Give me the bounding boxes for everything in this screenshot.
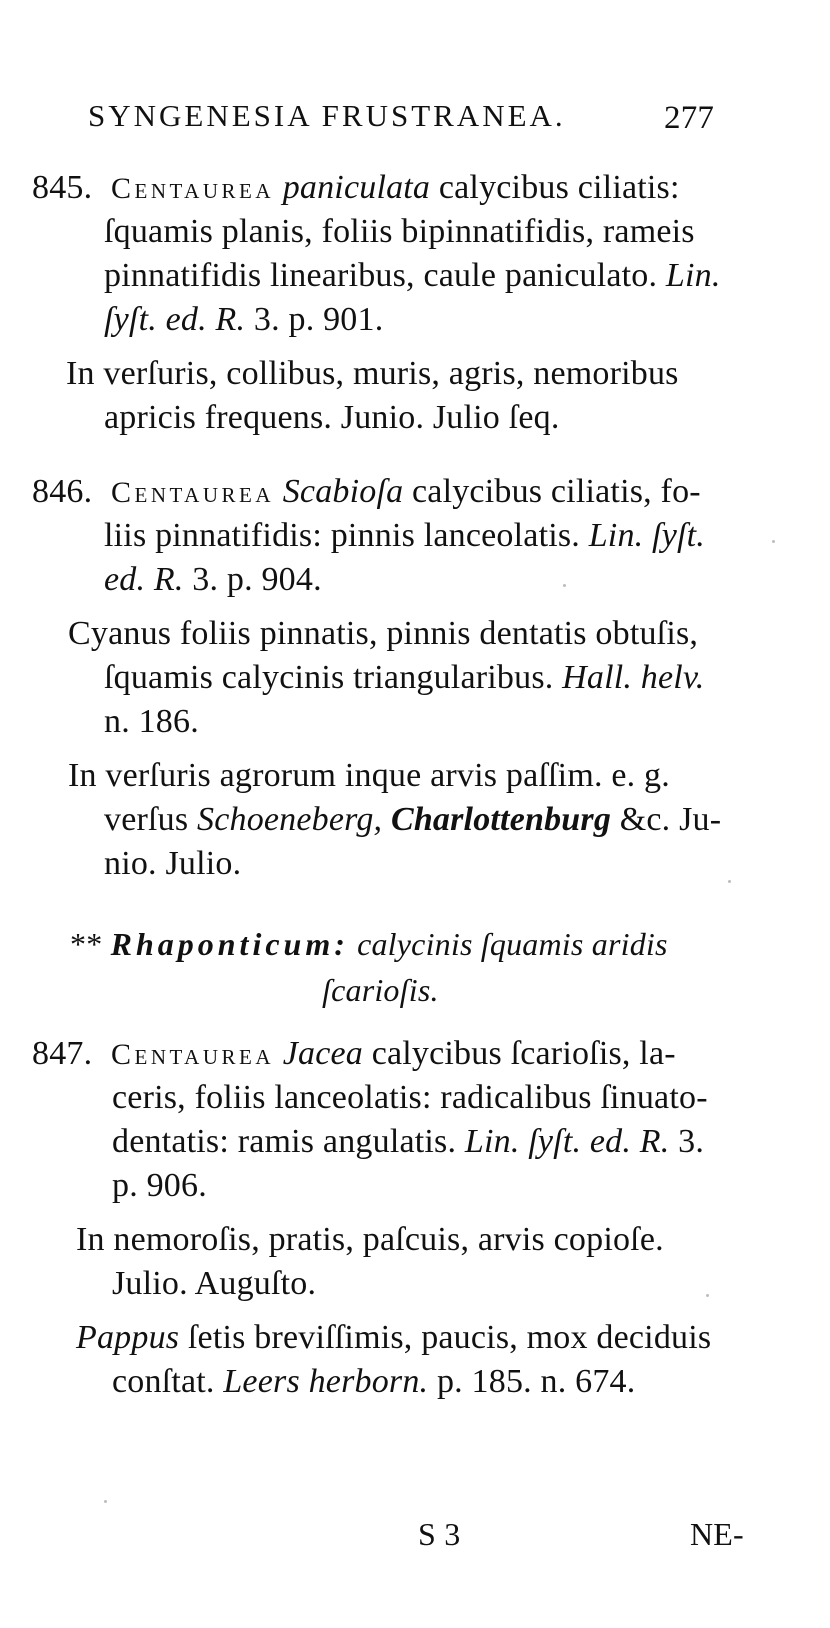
entry-846-habitat-2 — [104, 798, 721, 842]
species-name: Jacea — [282, 1035, 363, 1072]
reference-title: Lin. ſyſt. ed. R. — [464, 1123, 670, 1160]
place-name: Charlottenburg — [390, 801, 612, 838]
section-heading-line-1 — [70, 922, 668, 966]
entry-845-line-1 — [32, 166, 680, 211]
genus-name: Centaurea — [111, 172, 274, 205]
description-text: calycibus ciliatis: — [438, 169, 680, 206]
reference-abbrev: Lin. ſyſt. — [588, 517, 705, 554]
paper-speck — [563, 584, 566, 587]
place-name: Schoeneberg, — [197, 801, 383, 838]
entry-847-line-1 — [32, 1032, 676, 1077]
entry-847-line-3 — [112, 1120, 704, 1164]
description-text: dentatis: ramis angulatis. — [112, 1123, 457, 1160]
note-lead: Pappus — [76, 1319, 180, 1356]
paper-speck — [104, 1500, 107, 1503]
signature-mark: S 3 — [418, 1516, 461, 1552]
reference-title: ed. R. — [104, 561, 184, 598]
description-text: calycibus ciliatis, fo- — [412, 473, 701, 510]
synonym-reference: Hall. helv. — [562, 659, 705, 696]
entry-847-note-1 — [76, 1316, 711, 1360]
genus-name: Centaurea — [111, 476, 274, 509]
entry-847-habitat-2: Julio. Auguſto. — [112, 1265, 317, 1302]
entry-845-habitat-1: In verſuris, collibus, muris, agris, nemoribus — [66, 355, 679, 392]
entry-number: 847. — [32, 1035, 93, 1072]
description-text: pinnatifidis linearibus, caule paniculato. — [104, 257, 658, 294]
entry-845-line-2: ſquamis planis, foliis bipinnatifidis, rameis — [104, 213, 695, 250]
entry-846-habitat-3: nio. Julio. — [104, 845, 242, 882]
habitat-text: verſus — [104, 801, 189, 838]
reference-abbrev: Lin. — [665, 257, 721, 294]
entry-846-synonym-2 — [104, 656, 704, 700]
entry-845-line-3 — [104, 254, 721, 298]
entry-847-line-4: p. 906. — [112, 1167, 207, 1204]
section-lead: Rhaponticum: — [110, 926, 349, 962]
section-text: calycinis ſquamis aridis — [357, 926, 668, 962]
section-marks: ** — [70, 926, 103, 962]
description-text: liis pinnatifidis: pinnis lanceolatis. — [104, 517, 580, 554]
description-text: calycibus ſcarioſis, la- — [371, 1035, 676, 1072]
entry-846-synonym-1: Cyanus foliis pinnatis, pinnis dentatis obtuſis, — [68, 615, 699, 652]
genus-name: Centaurea — [111, 1038, 274, 1071]
reference-page: 3. p. 904. — [192, 561, 322, 598]
entry-847-habitat-1: In nemoroſis, pratis, paſcuis, arvis copioſe. — [76, 1221, 664, 1258]
reference-title: ſyſt. ed. R. — [104, 301, 246, 338]
note-reference: Leers herborn. — [223, 1363, 429, 1400]
note-text: conſtat. — [112, 1363, 215, 1400]
paper-speck — [706, 1294, 709, 1297]
catchword: NE- — [690, 1516, 744, 1552]
reference-page: 3. p. 901. — [253, 301, 384, 338]
habitat-text: &c. Ju- — [619, 801, 722, 838]
synonym-text: ſquamis calycinis triangularibus. — [104, 659, 554, 696]
entry-846-line-3 — [104, 558, 322, 602]
reference-page: 3. — [678, 1123, 705, 1160]
entry-847-line-2: ceris, foliis lanceolatis: radicalibus ſinuato- — [112, 1079, 708, 1116]
entry-number: 845. — [32, 169, 93, 206]
entry-845-line-4 — [104, 298, 383, 342]
species-name: paniculata — [282, 169, 431, 206]
page-number: 277 — [664, 100, 715, 136]
entry-846-synonym-3: n. 186. — [104, 703, 199, 740]
entry-847-note-2 — [112, 1360, 635, 1404]
entry-846-habitat-1: In verſuris agrorum inque arvis paſſim. e. g. — [68, 757, 670, 794]
entry-846-line-2 — [104, 514, 705, 558]
section-heading-line-2: ſcarioſis. — [322, 972, 439, 1008]
entry-845-habitat-2: apricis frequens. Junio. Julio ſeq. — [104, 399, 560, 436]
paper-speck — [728, 880, 731, 883]
note-text: ſetis breviſſimis, paucis, mox deciduis — [187, 1319, 712, 1356]
entry-number: 846. — [32, 473, 93, 510]
entry-846-line-1 — [32, 470, 701, 515]
running-head-title: SYNGENESIA FRUSTRANEA. — [88, 98, 566, 133]
species-name: Scabioſa — [282, 473, 404, 510]
note-reference-page: p. 185. n. 674. — [436, 1363, 636, 1400]
paper-speck — [772, 540, 775, 543]
